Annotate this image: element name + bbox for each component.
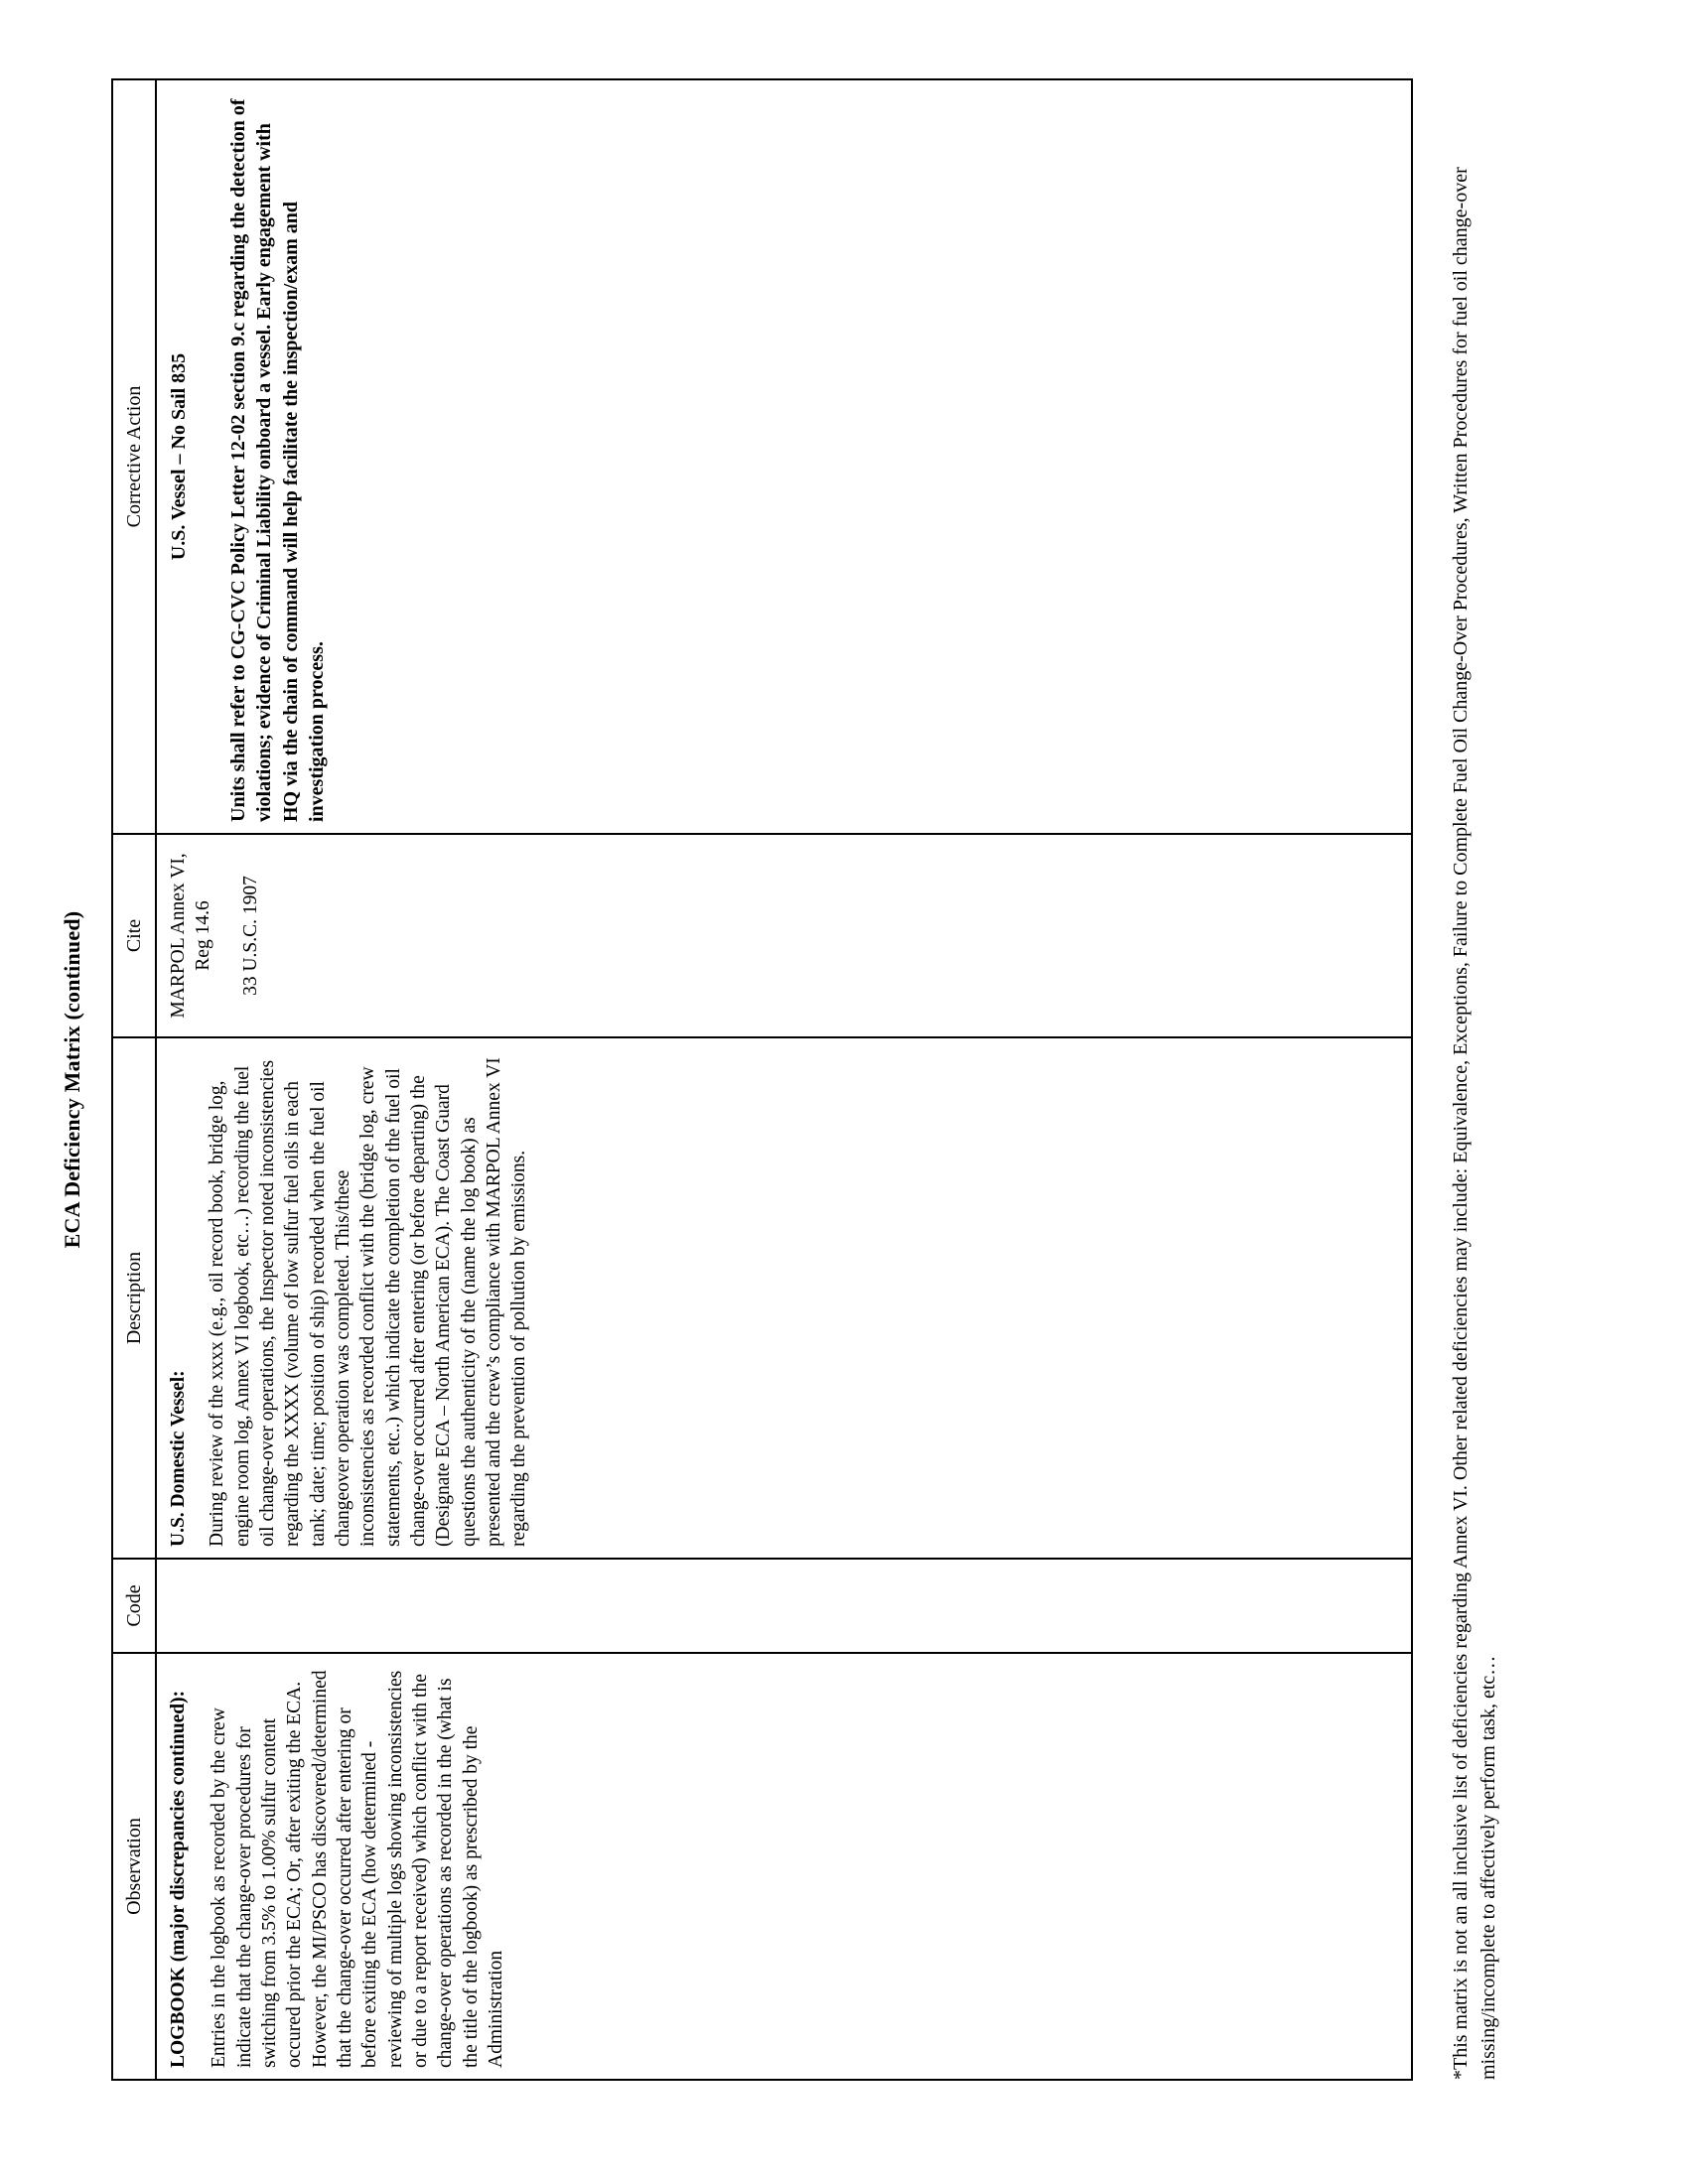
observation-body: Entries in the logbook as recorded by the crew indicate that the change-over procedures for switching from 3.5% to 1.00% sulfur content occured prior the ECA; Or, after exiting the ECA. However, the MI/PSCO has discovered/determined that the change-over occurred after entering or before exiting the ECA (how determined - reviewing of multiple logs showing inconsistencies or due to a report received) which conflict with the change-over operations as recorded in the (what is the title of the logbook) as prescribed by the Administration (209, 1670, 507, 2068)
column-header-cite: Cite (112, 834, 156, 1037)
column-header-corrective-action: Corrective Action (112, 79, 156, 834)
column-header-code: Code (112, 1559, 156, 1653)
cell-corrective-action (156, 79, 1412, 834)
table-row (156, 79, 1412, 2080)
cite-line-usc: 33 U.S.C. 1907 (239, 876, 261, 996)
cell-code (156, 1559, 1412, 1653)
eca-deficiency-matrix-table (111, 78, 1413, 2081)
observation-heading: LOGBOOK (major discrepancies continued): (168, 1690, 189, 2068)
cell-description (156, 1037, 1412, 1559)
corrective-action-body: Units shall refer to CG-CVC Policy Letter 12-02 section 9.c regarding the detection of violations; evidence of Criminal Liability onboard a vessel. Early engagement with HQ via the chain of command will help facilitate the inspection/exam and investigation process. (227, 98, 329, 822)
table-header-row (112, 79, 156, 2080)
column-header-observation: Observation (112, 1653, 156, 2080)
cell-observation (156, 1653, 1412, 2080)
page-title: ECA Deficiency Matrix (continued) (60, 910, 84, 1249)
cell-cite (156, 834, 1412, 1037)
description-heading: U.S. Domestic Vessel: (168, 1370, 189, 1547)
column-header-description: Description (112, 1037, 156, 1559)
corrective-action-title: U.S. Vessel – No Sail 835 (168, 352, 190, 561)
description-body: During review of the xxxx (e.g., oil record book, bridge log, engine room log, Annex VI logbook, etc…) recording the fuel oil change-over operations, the Inspector noted inconsistencies regarding the XXXX (volume of low sulfur fuel oils in each tank; date; time; position of ship) recorded when the fuel oil changeover operation was completed. This/these inconsistencies as recorded conflict with the (bridge log, crew statements, etc..) which indicate the completion of the fuel oil change-over occurred after entering (or before departing) the (Designate ECA – North American ECA). The Coast Guard questions the authenticity of the (name the log book) as presented and the crew’s compliance with MARPOL Annex VI regarding the prevention of pollution by emissions. (207, 1057, 530, 1547)
footnote-note: *This matrix is not an all inclusive list of deficiencies regarding Annex VI. Other related deficiencies may include: Equivalence, Exceptions, Failure to Complete Fuel Oil Change-Over Procedures, Written Procedures for fuel oil change-over missing/incomplete to affectively perform task, etc… (1450, 167, 1500, 2080)
cite-line-marpol: MARPOL Annex VI, Reg 14.6 (168, 853, 214, 1019)
